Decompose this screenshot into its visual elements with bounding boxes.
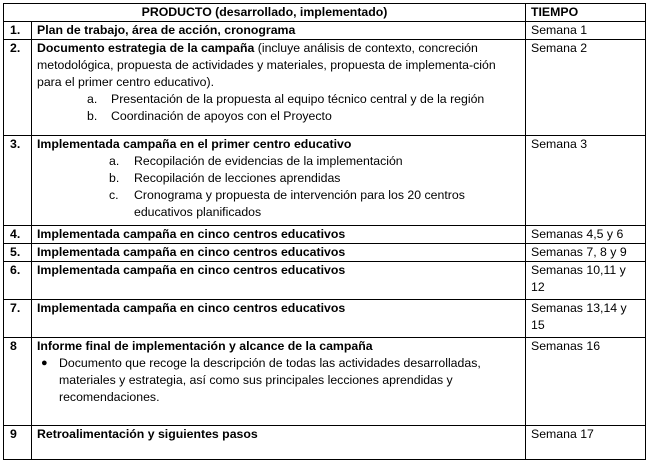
table-row xyxy=(4,426,646,460)
row-product xyxy=(32,338,526,426)
row-number: 1. xyxy=(4,22,32,40)
row-product xyxy=(32,22,526,40)
list-marker: a. xyxy=(109,154,120,168)
list-marker: a. xyxy=(87,92,98,106)
row-number: 9 xyxy=(4,426,32,460)
table-row xyxy=(4,136,646,226)
row-time: Semana 17 xyxy=(526,426,646,460)
row-number: 2. xyxy=(4,40,32,136)
list-marker: b. xyxy=(109,171,120,185)
row-number: 6. xyxy=(4,262,32,300)
row-time: Semanas 10,11 y 12 xyxy=(526,262,646,300)
row-description xyxy=(37,40,520,91)
table-row xyxy=(4,22,646,40)
row-number: 8 xyxy=(4,338,32,426)
header-row xyxy=(4,4,646,22)
list-item xyxy=(37,91,520,108)
row-product xyxy=(32,136,526,226)
row-product xyxy=(32,244,526,262)
list-text: Recopilación de evidencias de la implementación xyxy=(134,154,403,168)
row-desc: (incluye análisis de contexto, concreción metodológica, propuesta de actividades y materiales, propuesta de implementa-ción para el primer centro educativo). xyxy=(37,41,496,89)
row-product xyxy=(32,262,526,300)
row-time: Semanas 4,5 y 6 xyxy=(526,226,646,244)
list-text: Presentación de la propuesta al equipo técnico central y de la región xyxy=(111,92,485,106)
table-row xyxy=(4,226,646,244)
list-item xyxy=(37,170,520,187)
list-text: Recopilación de lecciones aprendidas xyxy=(134,171,341,185)
row-time: Semanas 16 xyxy=(526,338,646,426)
time-header: TIEMPO xyxy=(526,4,646,22)
row-title: Implementada campaña en cinco centros educativos xyxy=(37,263,346,277)
row-time: Semana 2 xyxy=(526,40,646,136)
list-marker: c. xyxy=(109,188,119,202)
row-time: Semanas 13,14 y 15 xyxy=(526,300,646,338)
list-text: Documento que recoge la descripción de todas las actividades desarrolladas, materiales y estrategia, así como sus principales lecciones aprendidas y recomendaciones. xyxy=(59,356,481,404)
bullet-icon: ● xyxy=(41,357,48,369)
row-title: Informe final de implementación y alcance de la campaña xyxy=(37,339,373,353)
list-item xyxy=(37,187,520,221)
row-number: 3. xyxy=(4,136,32,226)
table-row xyxy=(4,262,646,300)
row-title: Implementada campaña en cinco centros educativos xyxy=(37,227,346,241)
row-title: Implementada campaña en cinco centros educativos xyxy=(37,245,346,259)
row-product xyxy=(32,300,526,338)
table-row xyxy=(4,338,646,426)
row-number: 4. xyxy=(4,226,32,244)
row-title: Plan de trabajo, área de acción, cronograma xyxy=(37,23,296,37)
row-product xyxy=(32,40,526,136)
row-time: Semana 3 xyxy=(526,136,646,226)
row-product xyxy=(32,226,526,244)
row-product xyxy=(32,426,526,460)
row-time: Semana 1 xyxy=(526,22,646,40)
row-title: Retroalimentación y siguientes pasos xyxy=(37,427,258,441)
schedule-table xyxy=(3,3,646,460)
row-number: 5. xyxy=(4,244,32,262)
list-text: Cronograma y propuesta de intervención para los 20 centros educativos planificados xyxy=(134,188,465,219)
row-time: Semanas 7, 8 y 9 xyxy=(526,244,646,262)
list-item xyxy=(37,355,520,406)
row-title: Implementada campaña en cinco centros educativos xyxy=(37,301,346,315)
product-header: PRODUCTO (desarrollado, implementado) xyxy=(4,4,526,22)
table-row xyxy=(4,300,646,338)
list-item xyxy=(37,153,520,170)
row-title: Implementada campaña en el primer centro educativo xyxy=(37,137,352,151)
list-text: Coordinación de apoyos con el Proyecto xyxy=(111,109,332,123)
list-marker: b. xyxy=(87,109,98,123)
table-row xyxy=(4,40,646,136)
row-title: Documento estrategia de la campaña xyxy=(37,41,255,55)
row-number: 7. xyxy=(4,300,32,338)
table-row xyxy=(4,244,646,262)
list-item xyxy=(37,108,520,125)
